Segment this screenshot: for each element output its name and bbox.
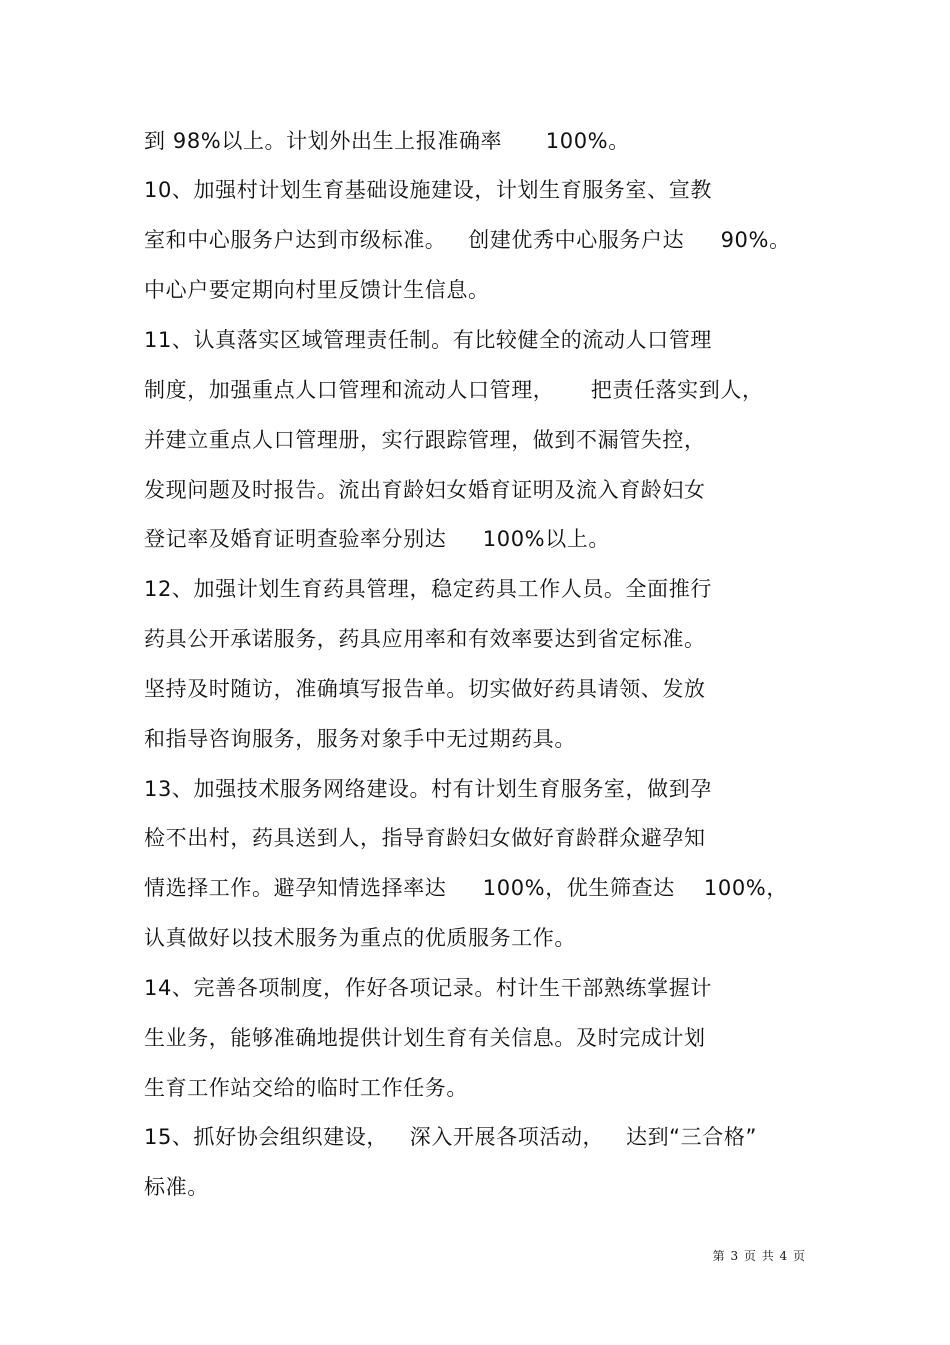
- text-line: 坚持及时随访，准确填写报告单。切实做好药具请领、发放: [144, 677, 706, 701]
- text-line: 到 98%以上。计划外出生上报准确率 100%。: [144, 129, 630, 153]
- text-line: 13、加强技术服务网络建设。村有计划生育服务室，做到孕: [144, 777, 712, 801]
- text-line: 检不出村，药具送到人，指导育龄妇女做好育龄群众避孕知: [144, 826, 706, 850]
- text-line: 和指导咨询服务，服务对象手中无过期药具。: [144, 727, 576, 751]
- text-line: 14、完善各项制度，作好各项记录。村计生干部熟练掌握计: [144, 976, 712, 1000]
- text-line: 登记率及婚育证明查验率分别达 100%以上。: [144, 527, 611, 551]
- text-line: 12、加强计划生育药具管理，稳定药具工作人员。全面推行: [144, 577, 712, 601]
- text-line: 药具公开承诺服务，药具应用率和有效率要达到省定标准。: [144, 627, 706, 651]
- text-line: 11、认真落实区域管理责任制。有比较健全的流动人口管理: [144, 328, 712, 352]
- text-line: 情选择工作。避孕知情选择率达 100%，优生筛查达 100%，: [144, 876, 788, 900]
- text-line: 并建立重点人口管理册，实行跟踪管理，做到不漏管失控，: [144, 428, 706, 452]
- text-line: 15、抓好协会组织建设， 深入开展各项活动， 达到“三合格”: [144, 1125, 757, 1149]
- text-line: 标准。: [144, 1175, 209, 1199]
- text-line: 10、加强村计划生育基础设施建设，计划生育服务室、宣教: [144, 178, 712, 202]
- text-line: 室和中心服务户达到市级标准。 创建优秀中心服务户达 90%。: [144, 228, 791, 252]
- text-line: 发现问题及时报告。流出育龄妇女婚育证明及流入育龄妇女: [144, 478, 706, 502]
- text-line: 生业务，能够准确地提供计划生育有关信息。及时完成计划: [144, 1026, 706, 1050]
- text-line: 生育工作站交给的临时工作任务。: [144, 1076, 468, 1100]
- text-line: 制度，加强重点人口管理和流动人口管理， 把责任落实到人，: [144, 378, 764, 402]
- page-number-footer: 第 3 页 共 4 页: [712, 1249, 806, 1263]
- text-line: 中心户要定期向村里反馈计生信息。: [144, 278, 490, 302]
- text-line: 认真做好以技术服务为重点的优质服务工作。: [144, 926, 576, 950]
